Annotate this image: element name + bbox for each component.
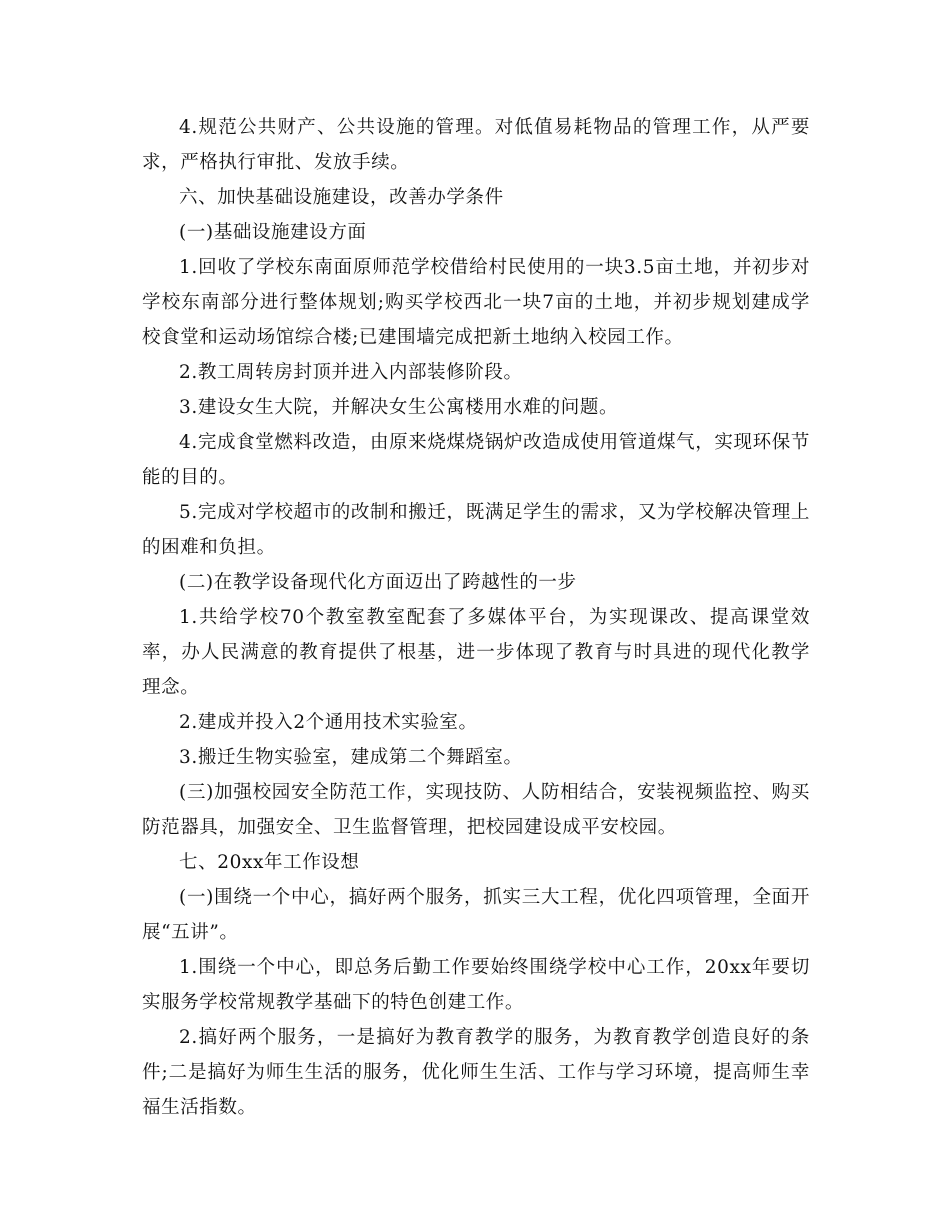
paragraph-item-4-asset-management: 4.规范公共财产、公共设施的管理。对低值易耗物品的管理工作，从严要求，严格执行审批、发放手续。 — [142, 117, 810, 173]
paragraph-staff-housing: 2.教工周转房封顶并进入内部装修阶段。 — [179, 362, 523, 383]
section-heading-work-plan: 七、20xx年工作设想 — [179, 852, 360, 873]
subsection-heading-center: (一)围绕一个中心，搞好两个服务，抓实三大工程，优化四项管理，全面开展“五讲”。 — [142, 887, 810, 943]
paragraph-multimedia: 1.共给学校70个教室教室配套了多媒体平台，为实现课改、提高课堂效率，办人民满意的教育提供了根基，进一步体现了教育与时具进的现代化教学理念。 — [142, 607, 810, 698]
subsection-heading-safety: (三)加强校园安全防范工作，实现技防、人防相结合，安装视频监控、购买防范器具，加强安全、卫生监督管理，把校园建设成平安校园。 — [142, 782, 810, 838]
paragraph-supermarket: 5.完成对学校超市的改制和搬迁，既满足学生的需求，又为学校解决管理上的困难和负担。 — [142, 502, 810, 558]
paragraph-one-center: 1.围绕一个中心，即总务后勤工作要始终围绕学校中心工作，20xx年要切实服务学校常规教学基础下的特色创建工作。 — [142, 957, 810, 1013]
paragraph-tech-labs: 2.建成并投入2个通用技术实验室。 — [179, 712, 478, 733]
paragraph-biology-lab: 3.搬迁生物实验室，建成第二个舞蹈室。 — [179, 747, 523, 768]
paragraph-two-services: 2.搞好两个服务，一是搞好为教育教学的服务，为教育教学创造良好的条件;二是搞好为师生生活的服务，优化师生生活、工作与学习环境，提高师生幸福生活指数。 — [142, 1027, 810, 1118]
paragraph-canteen-fuel: 4.完成食堂燃料改造，由原来烧煤烧锅炉改造成使用管道煤气，实现环保节能的目的。 — [142, 432, 810, 488]
document-body — [142, 110, 810, 1125]
paragraph-girls-dorm: 3.建设女生大院，并解决女生公寓楼用水难的问题。 — [179, 397, 619, 418]
paragraph-land-reclaim: 1.回收了学校东南面原师范学校借给村民使用的一块3.5亩土地，并初步对学校东南部分进行整体规划;购买学校西北一块7亩的土地，并初步规划建成学校食堂和运动场馆综合楼;已建围墙完成把新土地纳入校园工作。 — [142, 257, 810, 348]
subsection-heading-infrastructure: (一)基础设施建设方面 — [179, 222, 367, 243]
subsection-heading-equipment: (二)在教学设备现代化方面迈出了跨越性的一步 — [179, 572, 577, 593]
section-heading-infrastructure: 六、加快基础设施建设，改善办学条件 — [179, 187, 504, 208]
